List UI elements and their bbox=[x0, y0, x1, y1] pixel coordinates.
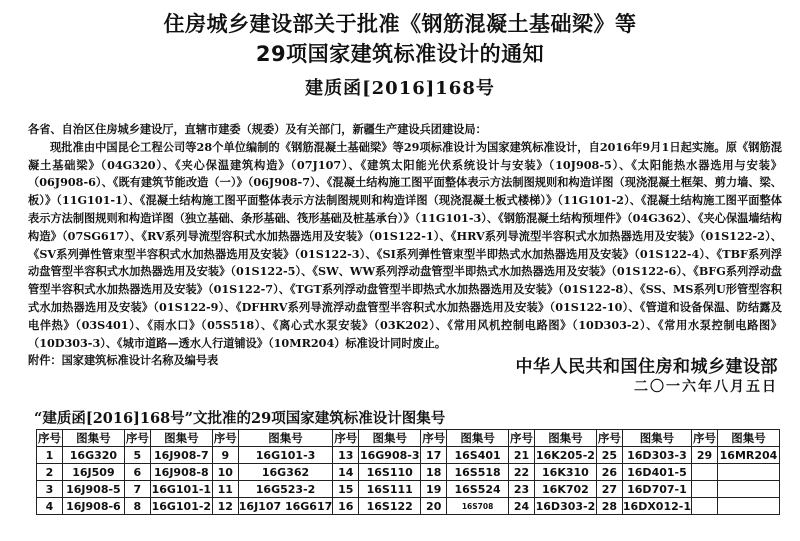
header-cell: 序号 bbox=[125, 431, 149, 445]
table-cell: 23 bbox=[508, 481, 534, 498]
table-cell: 4 bbox=[37, 498, 63, 515]
table-cell: 13 bbox=[333, 447, 359, 464]
notice-title-line2: 29项国家建筑标准设计的通知 bbox=[255, 42, 545, 66]
table-cell: 16J908-5 bbox=[62, 481, 124, 498]
issue-date: 二〇一六年八月五日 bbox=[634, 379, 778, 395]
atlas-number-table bbox=[36, 429, 780, 515]
header-cell: 图集号 bbox=[717, 430, 779, 447]
table-row bbox=[37, 481, 780, 498]
table-cell: 26 bbox=[596, 464, 622, 481]
table-cell: 16G101-1 bbox=[151, 482, 212, 496]
table-cell: 16J509 bbox=[62, 464, 124, 481]
table-cell bbox=[717, 481, 779, 498]
table-cell: 16S122 bbox=[359, 498, 421, 515]
table-cell: 16D303-3 bbox=[622, 447, 691, 464]
table-cell: 16G101-2 bbox=[151, 499, 212, 513]
salutation: 各省、自治区住房城乡建设厅，直辖市建委（规委）及有关部门，新疆生产建设兵团建设局： bbox=[28, 122, 487, 136]
table-cell: 10 bbox=[212, 464, 238, 481]
table-row bbox=[37, 498, 780, 515]
table-cell: 16S401 bbox=[447, 447, 509, 464]
table-cell: 16J908-8 bbox=[150, 464, 212, 481]
notice-body bbox=[28, 121, 782, 370]
table-cell: 27 bbox=[596, 481, 622, 498]
header-cell: 序号 bbox=[509, 431, 533, 445]
table-row bbox=[37, 447, 780, 464]
header-cell: 序号 bbox=[334, 431, 358, 445]
table-cell: 16MR204 bbox=[717, 447, 779, 464]
table-cell: 18 bbox=[421, 464, 447, 481]
table-cell bbox=[717, 464, 779, 481]
table-cell: 16D303-2 bbox=[535, 499, 596, 513]
table-cell: 5 bbox=[124, 447, 150, 464]
table-title: “建质函[2016]168号”文批准的29项国家建筑标准设计图集号 bbox=[34, 410, 446, 427]
table-cell: 25 bbox=[596, 447, 622, 464]
table-row bbox=[37, 464, 780, 481]
table-cell: 16K310 bbox=[534, 464, 596, 481]
notice-title-line1: 住房城乡建设部关于批准《钢筋混凝土基础梁》等 bbox=[163, 12, 637, 36]
table-cell: 16G523-2 bbox=[238, 481, 333, 498]
table-cell bbox=[692, 464, 718, 481]
table-cell bbox=[717, 498, 779, 515]
table-cell: 11 bbox=[212, 481, 238, 498]
header-cell: 序号 bbox=[597, 431, 621, 445]
table-cell: 3 bbox=[37, 481, 63, 498]
table-cell: 16J107 16G617 bbox=[238, 499, 333, 513]
table-cell: 29 bbox=[692, 447, 718, 464]
table-cell: 16S518 bbox=[447, 464, 509, 481]
header-cell: 序号 bbox=[422, 431, 446, 445]
table-cell: 16J908-7 bbox=[150, 447, 212, 464]
table-cell: 16G362 bbox=[238, 464, 333, 481]
header-cell: 图集号 bbox=[150, 430, 212, 447]
header-cell: 图集号 bbox=[447, 430, 509, 447]
issuing-authority: 中华人民共和国住房和城乡建设部 bbox=[515, 357, 778, 377]
header-cell: 图集号 bbox=[359, 430, 421, 447]
header-cell: 序号 bbox=[37, 431, 61, 445]
table-cell: 8 bbox=[124, 498, 150, 515]
table-cell: 21 bbox=[508, 447, 534, 464]
table-cell: 19 bbox=[421, 481, 447, 498]
document-number: 建质函[2016]168号 bbox=[305, 78, 495, 99]
table-cell: 16 bbox=[333, 498, 359, 515]
table-cell: 9 bbox=[212, 447, 238, 464]
table-cell: 1 bbox=[37, 447, 63, 464]
table-cell: 17 bbox=[421, 447, 447, 464]
table-cell: 16D707-1 bbox=[622, 481, 691, 498]
table-cell: 16DX012-1 bbox=[622, 499, 691, 513]
table-cell: 16D401-5 bbox=[622, 464, 691, 481]
table-cell: 14 bbox=[333, 464, 359, 481]
table-cell: 16K702 bbox=[534, 481, 596, 498]
table-cell: 12 bbox=[212, 498, 238, 515]
header-cell: 图集号 bbox=[62, 430, 124, 447]
table-cell: 16G101-3 bbox=[238, 447, 333, 464]
table-cell: 6 bbox=[124, 464, 150, 481]
table-cell: 16S524 bbox=[447, 481, 509, 498]
table-cell bbox=[692, 481, 718, 498]
header-cell: 图集号 bbox=[238, 430, 333, 447]
table-cell: 16J908-6 bbox=[62, 498, 124, 515]
table-cell: 24 bbox=[508, 498, 534, 515]
table-cell: 15 bbox=[333, 481, 359, 498]
attachment-note: 附件：国家建筑标准设计名称及编号表 bbox=[28, 353, 219, 368]
header-cell: 图集号 bbox=[534, 430, 596, 447]
table-cell: 16S110 bbox=[359, 464, 421, 481]
table-cell: 20 bbox=[421, 498, 447, 515]
table-header-row bbox=[37, 430, 780, 447]
table-cell bbox=[692, 498, 718, 515]
table-cell: 22 bbox=[508, 464, 534, 481]
table-cell: 28 bbox=[596, 498, 622, 515]
notice-paragraph: 现批准由中国昆仑工程公司等28个单位编制的《钢筋混凝土基础梁》等29项标准设计为国家建筑标准设计，自2016年9月1日起实施。原《钢筋混凝土基础梁》（04G320）、《夹心保温建筑构造》（07J107）、《建筑太阳能光伏系统设计与安装》（10J908-5）、《太阳能热水器选用与安装》（06J908-6）、《既有建筑节能改造（一）》（06J908-7）、《混凝土结构施工图平面整体表示方法制图规则和构造详图（现浇混凝土框架、剪力墙、梁、板）》（11G101-1）、《混凝土结构施工图平面整体表示方法制图规则和构造详图（现浇混凝土板式楼梯）》（11G101-2）、《混凝土结构施工图平面整体表示方法制图规则和构造详图（独立基础、条形基础、筏形基础及桩基承台）》（11G101-3）、《钢筋混凝土结构预埋件》（04G362）、《夹心保温墙结构构造》（07SG617）、《RV系列导流型容积式水加热器选用及安装》（01S122-1）、《HRV系列导流型半容积式水加热器选用及安装》（01S122-2）、《SV系列弹性管束型半容积式水加热器选用及安装》（01S122-3）、《SI系列弹性管束型半即热式水加热器选用及安装》（01S122-4）、《TBF系列浮动盘管型半容积式水加热器选用及安装》（01S122-5）、《SW、WW系列浮动盘管型半即热式水加热器选用及安装》（01S122-6）、《BFG系列浮动盘管型半容积式水加热器选用及安装》（01S122-7）、《TGT系列浮动盘管型半即热式水加热器选用及安装》（01S122-8）、《SS、MS系列U形管型容积式水加热器选用及安装》（01S122-9）、《DFHRV系列导流浮动盘管型半容积式水加热器选用及安装》（01S122-10）、《管道和设备保温、防结露及电伴热》（03S401）、《雨水口》（05S518）、《离心式水泵安装》（03K202）、《常用风机控制电路图》（10D303-2）、《常用水泵控制电路图》（10D303-3）、《城市道路—透水人行道铺设》（10MR204）标准设计同时废止。 bbox=[28, 139, 782, 350]
header-cell: 序号 bbox=[213, 431, 237, 445]
table-cell: 16G908-3 bbox=[359, 448, 420, 462]
table-cell: 16S111 bbox=[359, 481, 421, 498]
table-cell: 7 bbox=[124, 481, 150, 498]
table-cell: 16G320 bbox=[62, 447, 124, 464]
header-cell: 序号 bbox=[692, 431, 716, 445]
header-cell: 图集号 bbox=[622, 430, 691, 447]
table-cell: 16S708 bbox=[447, 498, 509, 515]
table-cell: 2 bbox=[37, 464, 63, 481]
table-cell: 16K205-2 bbox=[535, 448, 595, 462]
